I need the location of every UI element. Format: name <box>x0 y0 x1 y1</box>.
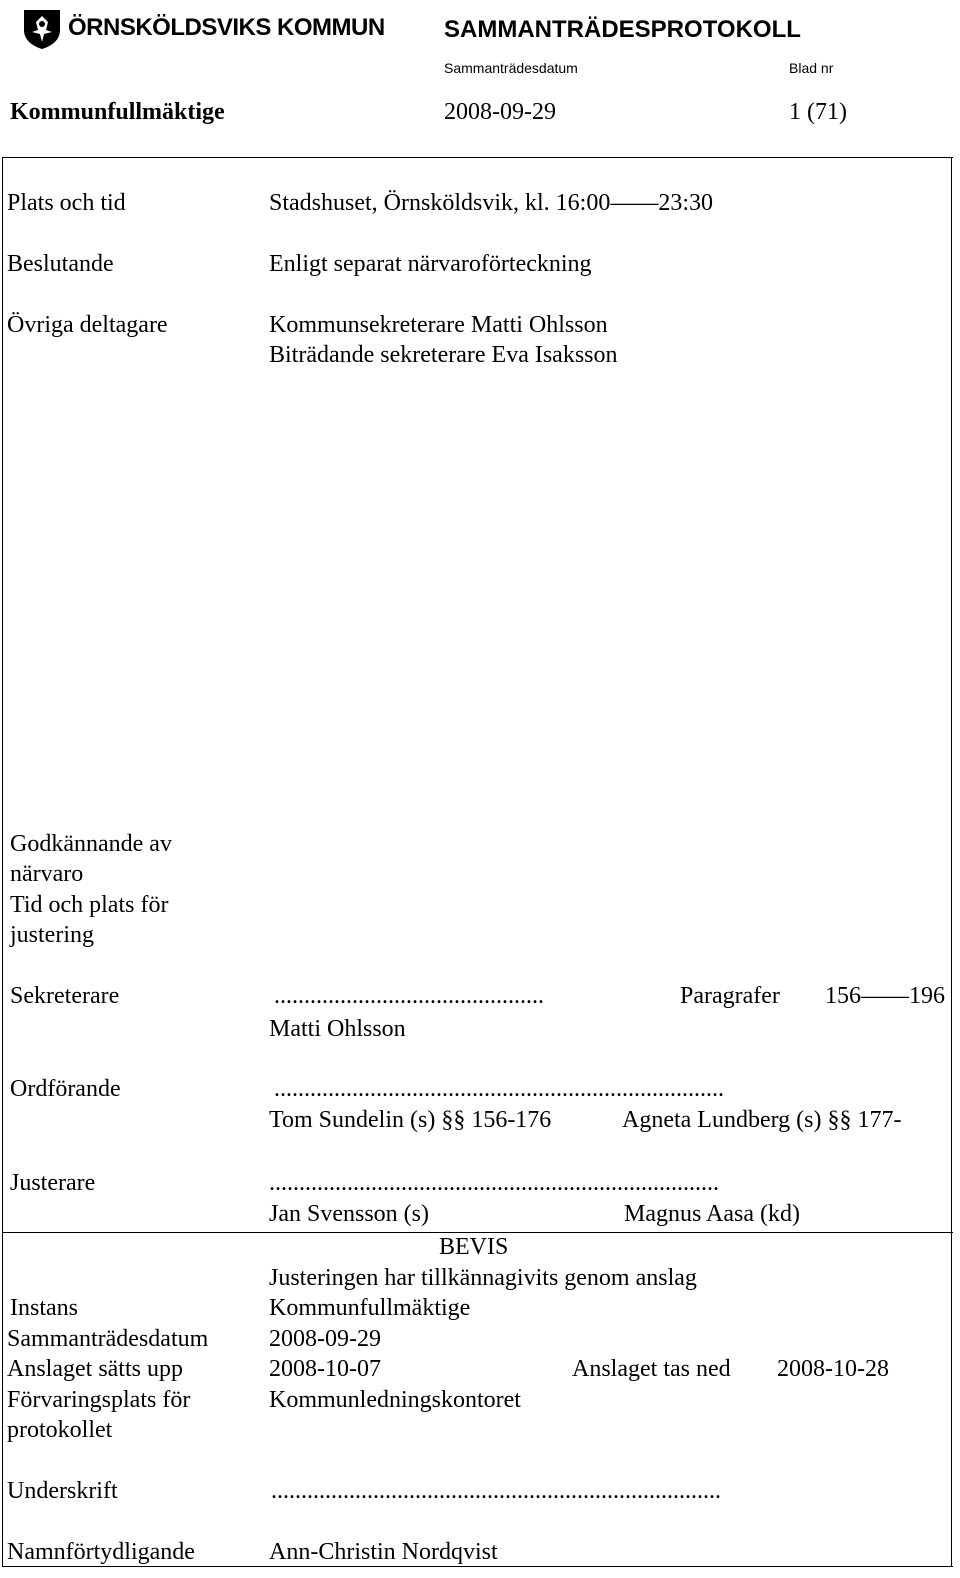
posted-label: Anslaget sätts upp <box>7 1356 183 1382</box>
frame-bottom-border <box>2 1566 953 1567</box>
chair-signature-line: ........................................................................... <box>274 1076 724 1102</box>
certificate-title: BEVIS <box>439 1234 509 1260</box>
approval-line-1: Godkännande av <box>10 831 172 857</box>
certificate-intro: Justeringen har tillkännagivits genom anslag <box>269 1265 697 1291</box>
removed-value: 2008-10-28 <box>777 1356 889 1382</box>
paragraphs-label: Paragrafer <box>680 983 780 1009</box>
place-value: Stadshuset, Örnsköldsvik, kl. 16:00——23:30 <box>269 190 714 216</box>
storage-label-1: Förvaringsplats för <box>7 1387 191 1413</box>
decision-body: Kommunfullmäktige <box>10 99 225 125</box>
name-clarification-label: Namnförtydligande <box>7 1539 195 1565</box>
approval-line-4: justering <box>10 922 94 948</box>
removed-label: Anslaget tas ned <box>572 1356 731 1382</box>
others-line-2: Biträdande sekreterare Eva Isaksson <box>269 342 618 368</box>
secretary-label: Sekreterare <box>10 983 120 1009</box>
signature-line: ........................................................................... <box>271 1478 721 1504</box>
certificate-date-label: Sammanträdesdatum <box>7 1326 209 1352</box>
storage-label-2: protokollet <box>7 1417 113 1443</box>
posted-value: 2008-10-07 <box>269 1356 381 1382</box>
frame-top-border <box>2 157 953 158</box>
chair-name-2: Agneta Lundberg (s) §§ 177- <box>622 1107 902 1133</box>
document-type: SAMMANTRÄDESPROTOKOLL <box>444 16 801 43</box>
certificate-date-value: 2008-09-29 <box>269 1326 381 1352</box>
adjuster-label: Justerare <box>10 1170 96 1196</box>
municipality-name: ÖRNSKÖLDSVIKS KOMMUN <box>68 14 385 41</box>
frame-right-border <box>951 157 952 1567</box>
name-clarification-value: Ann-Christin Nordqvist <box>269 1539 498 1565</box>
adjuster-signature-line: ........................................................................... <box>269 1170 719 1196</box>
chair-label: Ordförande <box>10 1076 121 1102</box>
coat-of-arms-icon <box>22 8 62 50</box>
secretary-name: Matti Ohlsson <box>269 1016 406 1042</box>
storage-value: Kommunledningskontoret <box>269 1387 521 1413</box>
chair-name-1: Tom Sundelin (s) §§ 156-176 <box>269 1107 552 1133</box>
certificate-divider <box>2 1232 953 1233</box>
page-caption: Blad nr <box>789 60 834 76</box>
secretary-signature-line: ............................................. <box>274 983 544 1009</box>
adjuster-name-1: Jan Svensson (s) <box>269 1201 429 1227</box>
page-number: 1 (71) <box>789 99 847 125</box>
approval-line-3: Tid och plats för <box>10 892 169 918</box>
date-caption: Sammanträdesdatum <box>444 60 578 76</box>
deciding-label: Beslutande <box>7 251 114 277</box>
frame-left-border <box>2 157 3 1567</box>
signature-label: Underskrift <box>7 1478 118 1504</box>
municipality-logo <box>22 8 62 50</box>
paragraphs-value: 156——196 <box>825 983 945 1009</box>
meeting-date: 2008-09-29 <box>444 99 556 125</box>
approval-line-2: närvaro <box>10 861 84 887</box>
others-line-1: Kommunsekreterare Matti Ohlsson <box>269 312 608 338</box>
adjuster-name-2: Magnus Aasa (kd) <box>624 1201 800 1227</box>
place-label: Plats och tid <box>7 190 126 216</box>
instance-value: Kommunfullmäktige <box>269 1295 471 1321</box>
others-label: Övriga deltagare <box>7 312 168 338</box>
instance-label: Instans <box>10 1295 78 1321</box>
deciding-value: Enligt separat närvaroförteckning <box>269 251 592 277</box>
